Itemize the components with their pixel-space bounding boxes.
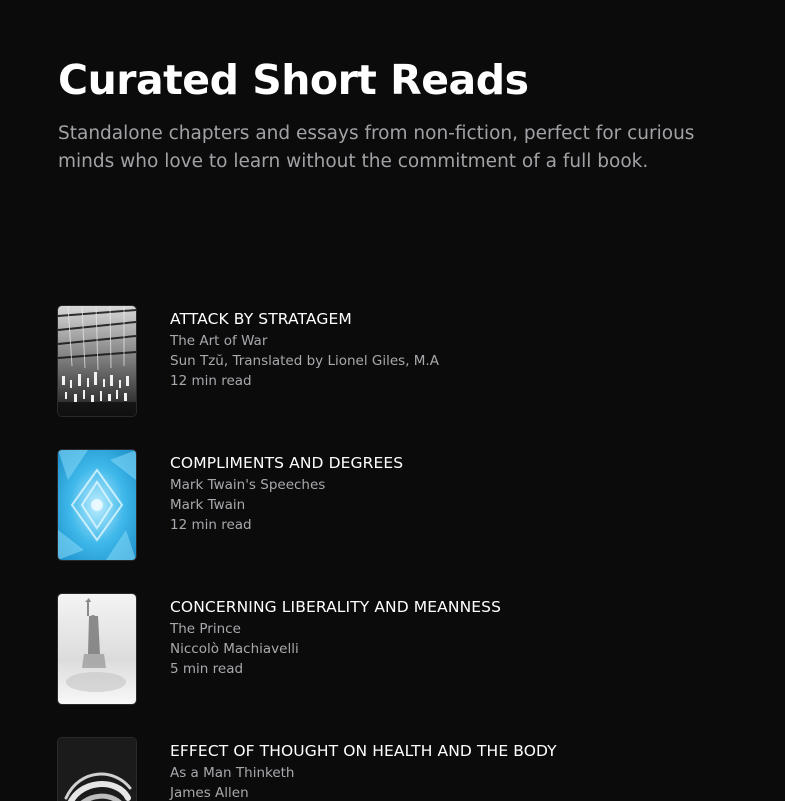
read-time: 5 min read <box>170 661 244 677</box>
read-author: Niccolò Machiavelli <box>170 641 299 657</box>
page-subtitle: Standalone chapters and essays from non-fiction, perfect for curious minds who love to learn without the commitment of a full book. <box>58 123 695 172</box>
read-item-effect-of-thought[interactable] <box>58 738 758 801</box>
read-book: As a Man Thinketh <box>170 765 295 781</box>
read-item-compliments-and-degrees[interactable] <box>58 450 758 594</box>
read-item-attack-by-stratagem[interactable] <box>58 306 758 450</box>
read-title[interactable]: COMPLIMENTS AND DEGREES <box>170 454 404 472</box>
blue-fractal-cover-icon[interactable] <box>58 450 136 560</box>
read-item-meta <box>170 738 557 801</box>
read-book: Mark Twain's Speeches <box>170 477 326 493</box>
swirl-abstract-cover-icon[interactable] <box>58 738 136 801</box>
read-author: Sun Tzŭ, Translated by Lionel Giles, M.A <box>170 353 439 369</box>
read-item-meta <box>170 306 439 391</box>
read-book: The Prince <box>170 621 241 637</box>
reads-list <box>58 306 758 801</box>
read-time: 12 min read <box>170 373 252 389</box>
statue-of-liberty-cover-icon[interactable] <box>58 594 136 704</box>
read-time: 12 min read <box>170 517 252 533</box>
read-title[interactable]: EFFECT OF THOUGHT ON HEALTH AND THE BODY <box>170 742 557 760</box>
architecture-abstract-cover-icon[interactable] <box>58 306 136 416</box>
read-item-meta <box>170 594 501 679</box>
read-item-meta <box>170 450 403 535</box>
read-book: The Art of War <box>170 333 268 349</box>
hero-section <box>58 54 738 176</box>
read-author: James Allen <box>170 785 249 801</box>
page-title: Curated Short Reads <box>58 56 529 104</box>
read-title[interactable]: ATTACK BY STRATAGEM <box>170 310 352 328</box>
read-author: Mark Twain <box>170 497 246 513</box>
read-title[interactable]: CONCERNING LIBERALITY AND MEANNESS <box>170 598 502 616</box>
read-item-concerning-liberality[interactable] <box>58 594 758 738</box>
